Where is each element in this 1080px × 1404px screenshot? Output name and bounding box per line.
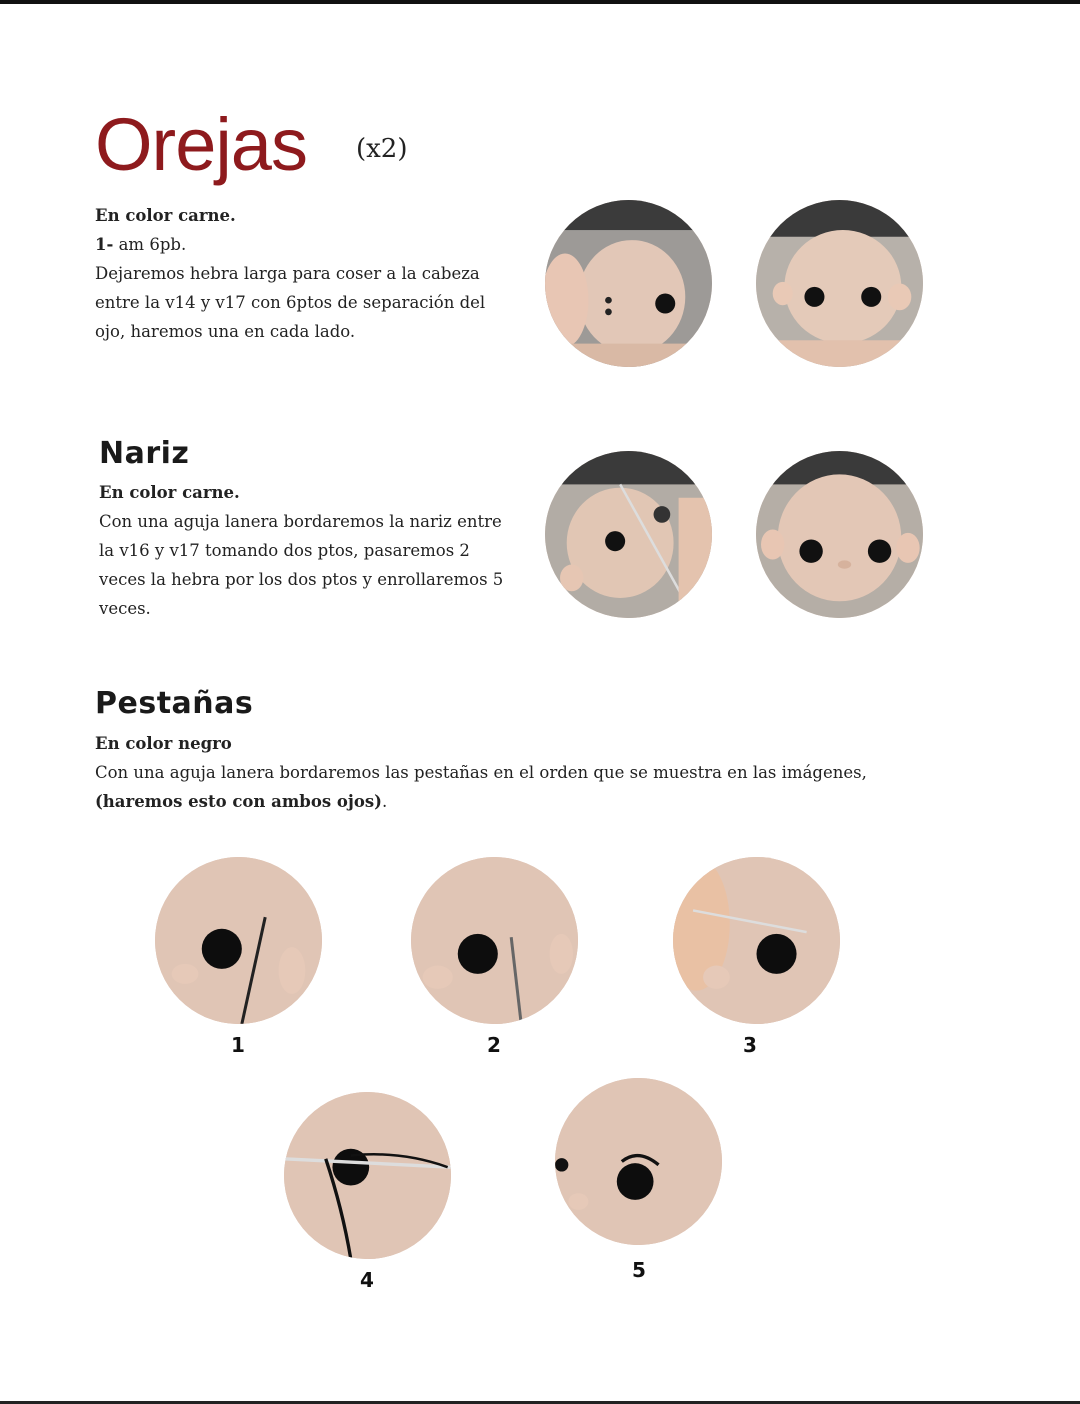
orejas-text-line: entre la v14 y v17 con 6ptos de separación del xyxy=(95,293,486,312)
section-title-pestanas: Pestañas xyxy=(95,686,254,721)
pestanas-note: (haremos esto con ambos ojos) xyxy=(95,792,382,811)
step-number-2: 2 xyxy=(487,1033,501,1057)
orejas-text-line: Dejaremos hebra larga para coser a la cabeza xyxy=(95,264,480,283)
nariz-photo-2 xyxy=(756,451,923,618)
nariz-text-line: veces. xyxy=(99,599,151,618)
step-photo-3 xyxy=(673,857,840,1024)
section-title-nariz: Nariz xyxy=(99,436,190,471)
step-photo-4 xyxy=(284,1092,451,1259)
orejas-text-line: ojo, haremos una en cada lado. xyxy=(95,322,356,341)
pestanas-period: . xyxy=(381,792,388,811)
round-text: am 6pb. xyxy=(113,235,187,254)
step-photo-1 xyxy=(155,857,322,1024)
orejas-photo-2 xyxy=(756,200,923,367)
step-number-3: 3 xyxy=(743,1033,757,1057)
color-note-pestanas: En color negro xyxy=(95,734,232,753)
pestanas-text-line-2 xyxy=(95,787,387,816)
nariz-text-line: veces la hebra por los dos ptos y enrollaremos 5 xyxy=(99,570,504,589)
top-border xyxy=(0,0,1080,4)
section-title-orejas: Orejas xyxy=(95,103,307,186)
round-label: 1- xyxy=(95,235,114,254)
nariz-photo-1 xyxy=(545,451,712,618)
step-number-4: 4 xyxy=(360,1268,374,1292)
color-note-orejas: En color carne. xyxy=(95,206,236,225)
orejas-photo-1 xyxy=(545,200,712,367)
step-number-5: 5 xyxy=(632,1258,646,1282)
nariz-text-line: Con una aguja lanera bordaremos la nariz entre xyxy=(99,512,502,531)
pestanas-text-line: Con una aguja lanera bordaremos las pestañas en el orden que se muestra en las imágenes, xyxy=(95,763,867,782)
step-photo-5 xyxy=(555,1078,722,1245)
step-number-1: 1 xyxy=(231,1033,245,1057)
color-note-nariz: En color carne. xyxy=(99,483,240,502)
step-photo-2 xyxy=(411,857,578,1024)
quantity-label: (x2) xyxy=(356,134,408,164)
nariz-text-line: la v16 y v17 tomando dos ptos, pasaremos 2 xyxy=(99,541,470,560)
round-1-line xyxy=(95,230,186,259)
